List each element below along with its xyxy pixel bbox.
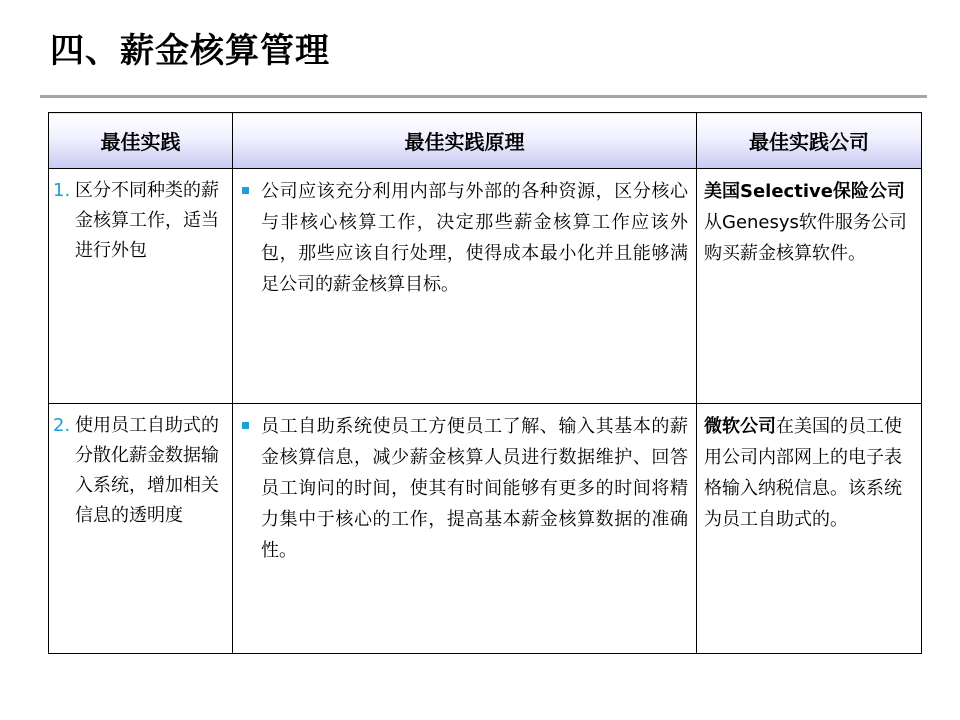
- square-bullet-icon: [242, 187, 249, 194]
- item-number: 2.: [53, 415, 71, 436]
- company-name: 微软公司: [704, 416, 776, 437]
- header-row: [49, 113, 922, 169]
- principle-cell: [233, 404, 697, 654]
- best-practice-table: [48, 112, 922, 654]
- title-divider: [40, 95, 927, 98]
- company-name: 美国Selective保险公司: [704, 181, 905, 202]
- principle-text: 员工自助系统使员工方便员工了解、输入其基本的薪金核算信息，减少薪金核算人员进行数据维护、回答员工询问的时间，使其有时间能够有更多的时间将精力集中于核心的工作，提高基本薪金核算数据的准确性。: [261, 416, 688, 561]
- company-cell: [697, 169, 922, 404]
- header-company: 最佳实践公司: [697, 113, 922, 169]
- practice-cell: [49, 404, 233, 654]
- header-practice: 最佳实践: [49, 113, 233, 169]
- practice-text: 区分不同种类的薪金核算工作，适当进行外包: [75, 180, 219, 261]
- company-cell: [697, 404, 922, 654]
- company-text: 从Genesys软件服务公司购买薪金核算软件。: [704, 212, 907, 264]
- page-title: 四、薪金核算管理: [50, 31, 330, 71]
- principle-cell: [233, 169, 697, 404]
- company-text: 在美国的员工使用公司内部网上的电子表格输入纳税信息。该系统为员工自助式的。: [704, 416, 902, 530]
- item-number: 1.: [53, 180, 71, 201]
- table-row: [49, 169, 922, 404]
- practice-cell: [49, 169, 233, 404]
- header-principle: 最佳实践原理: [233, 113, 697, 169]
- practice-text: 使用员工自助式的分散化薪金数据输入系统，增加相关信息的透明度: [75, 415, 219, 526]
- table-row: [49, 404, 922, 654]
- square-bullet-icon: [242, 422, 249, 429]
- principle-text: 公司应该充分利用内部与外部的各种资源，区分核心与非核心核算工作，决定那些薪金核算工作应该外包，那些应该自行处理，使得成本最小化并且能够满足公司的薪金核算目标。: [261, 181, 688, 295]
